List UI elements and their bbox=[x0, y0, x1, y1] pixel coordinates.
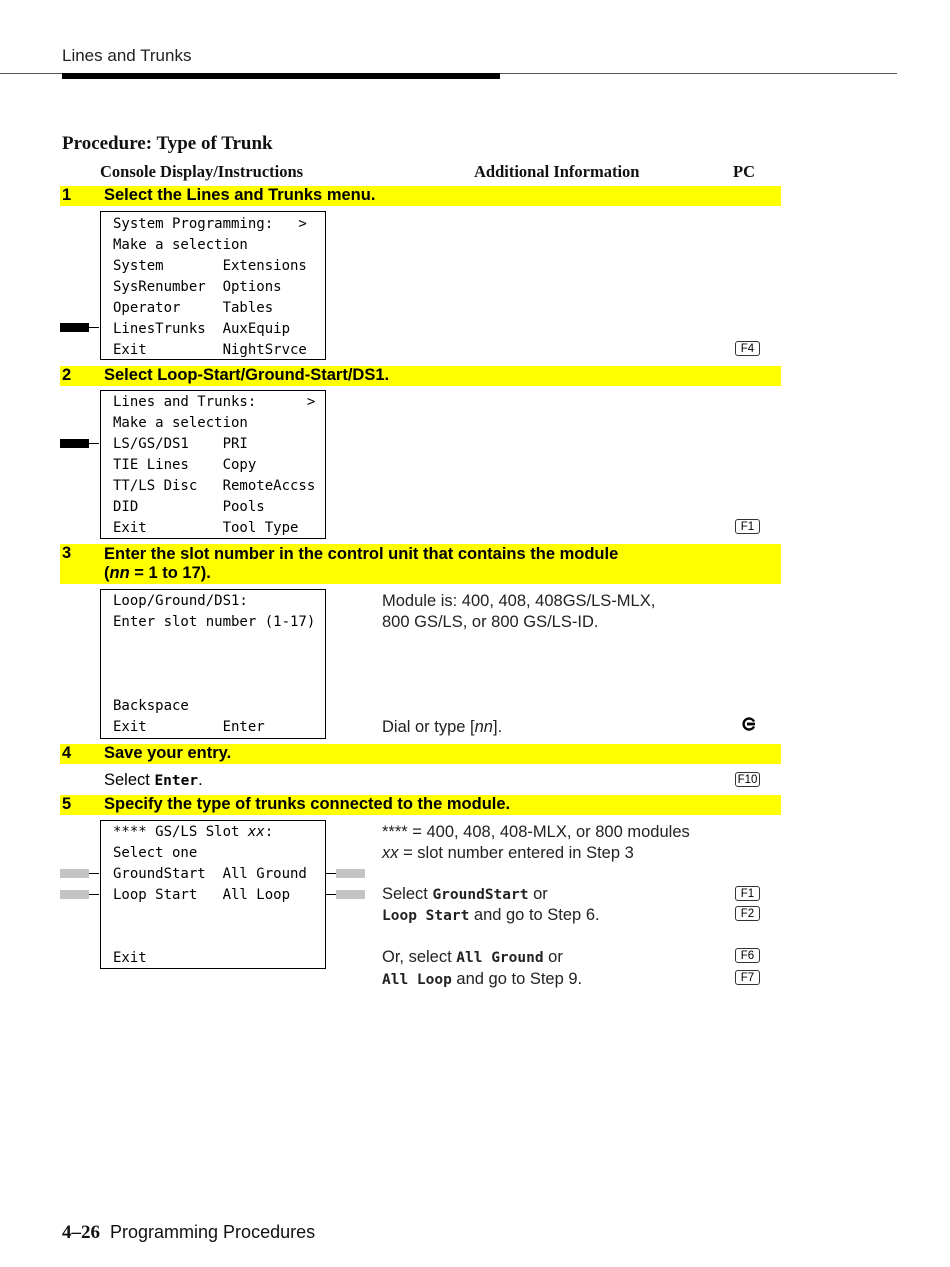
screen-line: System Programming: > bbox=[113, 216, 307, 232]
option-marker-left bbox=[60, 869, 89, 878]
step-text: Select the Lines and Trunks menu. bbox=[104, 186, 376, 204]
section-name: Programming Procedures bbox=[110, 1222, 316, 1242]
step-number: 4 bbox=[62, 744, 72, 762]
screen-line: Backspace bbox=[113, 698, 189, 714]
variable-nn: nn bbox=[109, 564, 130, 582]
f7-key-icon: F7 bbox=[735, 970, 760, 985]
console-screen-2 bbox=[100, 390, 326, 539]
selection-marker bbox=[60, 439, 89, 448]
f1-key-icon: F1 bbox=[735, 519, 760, 534]
screen-line: Make a selection bbox=[113, 237, 248, 253]
screen-line: Exit Tool Type bbox=[113, 520, 299, 536]
step-number: 3 bbox=[62, 544, 72, 562]
slot-note bbox=[382, 843, 634, 864]
option-groundstart bbox=[382, 884, 548, 906]
allloop-label: All Loop bbox=[382, 972, 452, 988]
screen-line bbox=[113, 822, 273, 843]
dial-icon bbox=[741, 716, 757, 732]
variable-xx: xx bbox=[247, 824, 265, 840]
dial-pre: Dial or type [ bbox=[382, 718, 475, 736]
screen-slot-label: **** GS/LS Slot bbox=[113, 824, 248, 840]
option-marker-left bbox=[60, 890, 89, 899]
option-loopstart bbox=[382, 905, 600, 927]
screen-line: Exit bbox=[113, 950, 147, 966]
module-info-line2: 800 GS/LS, or 800 GS/LS-ID. bbox=[382, 613, 599, 631]
page-number: 4–26 bbox=[62, 1222, 100, 1243]
screen-line: TIE Lines Copy bbox=[113, 457, 257, 473]
step-text bbox=[104, 545, 618, 583]
screen-line: System Extensions bbox=[113, 258, 307, 274]
step-text-rest: = 1 to 17). bbox=[129, 564, 211, 582]
slot-note-text: = slot number entered in Step 3 bbox=[398, 844, 634, 862]
screen-line: Enter slot number (1-17) bbox=[113, 614, 316, 630]
groundstart-label: GroundStart bbox=[432, 887, 529, 903]
step-4-bar bbox=[60, 744, 781, 764]
f2-key-icon: F2 bbox=[735, 906, 760, 921]
step-number: 5 bbox=[62, 795, 72, 813]
select-post: . bbox=[198, 771, 203, 789]
screen-line: Operator Tables bbox=[113, 300, 274, 316]
screen-line: Loop Start All Loop bbox=[113, 887, 291, 903]
select-pre: Select bbox=[104, 771, 155, 789]
selection-marker bbox=[60, 323, 89, 332]
screen-line: Exit Enter bbox=[113, 719, 265, 735]
enter-softkey-label: Enter bbox=[154, 773, 199, 789]
option-allground bbox=[382, 947, 563, 969]
step-text-open: ( bbox=[104, 564, 110, 582]
step-text: Specify the type of trunks connected to the module. bbox=[104, 795, 511, 813]
column-pc: PC bbox=[733, 162, 755, 181]
step-2-bar bbox=[60, 366, 781, 386]
f6-key-icon: F6 bbox=[735, 948, 760, 963]
console-screen-5 bbox=[100, 820, 326, 969]
module-note: **** = 400, 408, 408-MLX, or 800 modules bbox=[382, 823, 690, 841]
option-allloop bbox=[382, 969, 582, 991]
column-console: Console Display/Instructions bbox=[100, 162, 304, 181]
console-screen-3 bbox=[100, 589, 326, 739]
step-text: Save your entry. bbox=[104, 744, 232, 762]
screen-line: DID Pools bbox=[113, 499, 265, 515]
step-number: 2 bbox=[62, 366, 72, 384]
marker-tick bbox=[89, 327, 99, 328]
option-marker-right bbox=[336, 890, 365, 899]
module-info-line1: Module is: 400, 408, 408GS/LS-MLX, bbox=[382, 592, 656, 610]
screen-line: GroundStart All Ground bbox=[113, 866, 307, 882]
console-screen-1 bbox=[100, 211, 326, 360]
step-number: 1 bbox=[62, 186, 72, 204]
screen-colon: : bbox=[264, 824, 274, 840]
opt-post: and go to Step 9. bbox=[451, 970, 583, 988]
page-footer bbox=[62, 1222, 315, 1244]
step-5-bar bbox=[60, 795, 781, 815]
select-enter-instruction bbox=[104, 770, 203, 792]
dial-instruction bbox=[382, 717, 502, 738]
screen-line: TT/LS Disc RemoteAccss bbox=[113, 478, 316, 494]
opt-post: or bbox=[543, 948, 563, 966]
option-marker-right bbox=[336, 869, 365, 878]
marker-tick bbox=[89, 894, 99, 895]
marker-tick bbox=[326, 873, 336, 874]
step-3-bar bbox=[60, 544, 781, 584]
screen-line: Select one bbox=[113, 845, 198, 861]
f1-key-icon: F1 bbox=[735, 886, 760, 901]
variable-nn: nn bbox=[474, 718, 493, 736]
step-text: Select Loop-Start/Ground-Start/DS1. bbox=[104, 366, 390, 384]
screen-line: SysRenumber Options bbox=[113, 279, 282, 295]
marker-tick bbox=[89, 443, 99, 444]
opt-post: or bbox=[528, 885, 548, 903]
f4-key-icon: F4 bbox=[735, 341, 760, 356]
screen-line: Exit NightSrvce bbox=[113, 342, 307, 358]
screen-line-selected: LinesTrunks AuxEquip bbox=[113, 321, 291, 337]
variable-xx: xx bbox=[382, 844, 399, 862]
screen-line: Make a selection bbox=[113, 415, 248, 431]
loopstart-label: Loop Start bbox=[382, 908, 470, 924]
marker-tick bbox=[89, 873, 99, 874]
step-1-bar bbox=[60, 186, 781, 206]
screen-line-selected: LS/GS/DS1 PRI bbox=[113, 436, 248, 452]
dial-post: ]. bbox=[492, 718, 503, 736]
marker-tick bbox=[326, 894, 336, 895]
column-additional: Additional Information bbox=[474, 162, 640, 181]
screen-line: Lines and Trunks: > bbox=[113, 394, 316, 410]
allground-label: All Ground bbox=[456, 950, 544, 966]
opt-pre: Select bbox=[382, 885, 433, 903]
opt-post: and go to Step 6. bbox=[469, 906, 600, 924]
screen-line: Loop/Ground/DS1: bbox=[113, 593, 248, 609]
header-bar bbox=[62, 73, 500, 79]
f10-key-icon: F10 bbox=[735, 772, 760, 787]
opt-pre: Or, select bbox=[382, 948, 457, 966]
procedure-title: Procedure: Type of Trunk bbox=[62, 133, 273, 154]
step-text-line1: Enter the slot number in the control unit that contains the module bbox=[104, 545, 619, 563]
running-head: Lines and Trunks bbox=[62, 46, 192, 65]
